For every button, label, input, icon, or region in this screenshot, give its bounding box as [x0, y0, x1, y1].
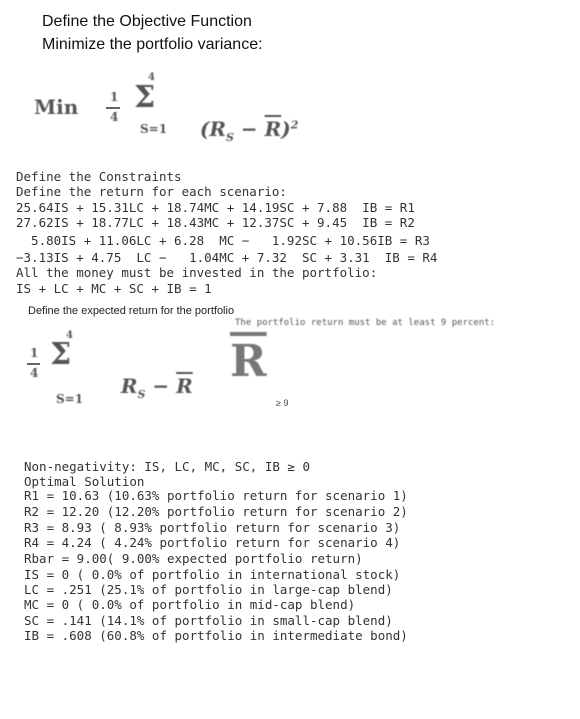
exp-sigma-upper: 4: [66, 330, 73, 341]
solution-heading: Optimal Solution: [24, 474, 145, 489]
exp-rs: R: [120, 374, 138, 398]
formula-power: 2: [290, 118, 299, 132]
exp-frac-bar: [27, 363, 40, 365]
solution-line-3: R3 = 8.93 ( 8.93% portfolio return for scenario 3): [24, 520, 401, 535]
scenario-line-4: −3.13IS + 4.75 LC − 1.04MC + 7.32 SC + 3.31 IB = R4: [16, 250, 438, 265]
money-heading: All the money must be invested in the portfolio:: [16, 265, 378, 280]
formula-body: [172, 93, 298, 168]
solution-line-10: IB = .608 (60.8% of portfolio in intermediate bond): [24, 628, 408, 643]
formula-frac-bar: [106, 107, 120, 109]
formula-frac-num: 1: [110, 90, 119, 104]
exp-frac-num: 1: [30, 346, 39, 360]
exp-frac-den: 4: [30, 366, 39, 380]
formula-close: ): [281, 117, 291, 141]
exp-rbar: $\overline{R}$: [176, 374, 193, 398]
solution-line-8: MC = 0 ( 0.0% of portfolio in mid-cap blend): [24, 597, 356, 612]
solution-line-9: SC = .141 (14.1% of portfolio in small-cap blend): [24, 613, 393, 628]
min-return-note: The portfolio return must be at least 9 percent:: [235, 318, 496, 328]
big-rbar: $\overline{R}$: [230, 336, 267, 387]
constraints-heading: Define the Constraints: [16, 169, 182, 184]
scenario-line-2: 27.62IS + 18.77LC + 18.43MC + 12.37SC + 9.45 IB = R2: [16, 215, 415, 230]
return-heading: Define the return for each scenario:: [16, 184, 287, 199]
scenario-line-3: 5.80IS + 11.06LC + 6.28 MC − 1.92SC + 10.56IB = R3: [16, 233, 430, 248]
expected-heading: Define the expected return for the portfolio: [28, 305, 235, 317]
formula-sigma-upper: 4: [148, 72, 155, 83]
formula-rbar: $\overline{R}$: [264, 117, 282, 141]
objective-subheading: Minimize the portfolio variance:: [42, 36, 263, 53]
solution-line-1: R1 = 10.63 (10.63% portfolio return for scenario 1): [24, 488, 408, 503]
formula-sigma-lower: S=1: [140, 122, 168, 136]
solution-line-6: IS = 0 ( 0.0% of portfolio in international stock): [24, 567, 401, 582]
money-line: IS + LC + MC + SC + IB = 1: [16, 281, 212, 296]
exp-sigma-lower: S=1: [56, 392, 84, 406]
formula-rs-sub: S: [225, 131, 234, 144]
exp-sigma: Σ: [50, 337, 72, 372]
formula-rs: (R: [199, 117, 226, 141]
formula-minus: −: [233, 117, 265, 141]
solution-line-5: Rbar = 9.00( 9.00% expected portfolio return): [24, 551, 363, 566]
solution-line-2: R2 = 12.20 (12.20% portfolio return for scenario 2): [24, 504, 408, 519]
solution-line-7: LC = .251 (25.1% of portfolio in large-cap blend): [24, 582, 393, 597]
exp-minus: −: [145, 374, 177, 398]
scenario-line-1: 25.64IS + 15.31LC + 18.74MC + 14.19SC + 7.88 IB = R1: [16, 200, 415, 215]
formula-min: Min: [34, 95, 79, 119]
objective-heading: Define the Objective Function: [42, 13, 252, 30]
formula-sigma: Σ: [134, 80, 156, 115]
formula-frac-den: 4: [110, 110, 119, 124]
exp-rs-sub: S: [137, 388, 146, 401]
solution-line-4: R4 = 4.24 ( 4.24% portfolio return for scenario 4): [24, 535, 401, 550]
exp-body: [93, 350, 193, 425]
geq-nine: ≥ 9: [276, 398, 289, 408]
nonnegativity-line: Non-negativity: IS, LC, MC, SC, IB ≥ 0: [24, 459, 310, 474]
